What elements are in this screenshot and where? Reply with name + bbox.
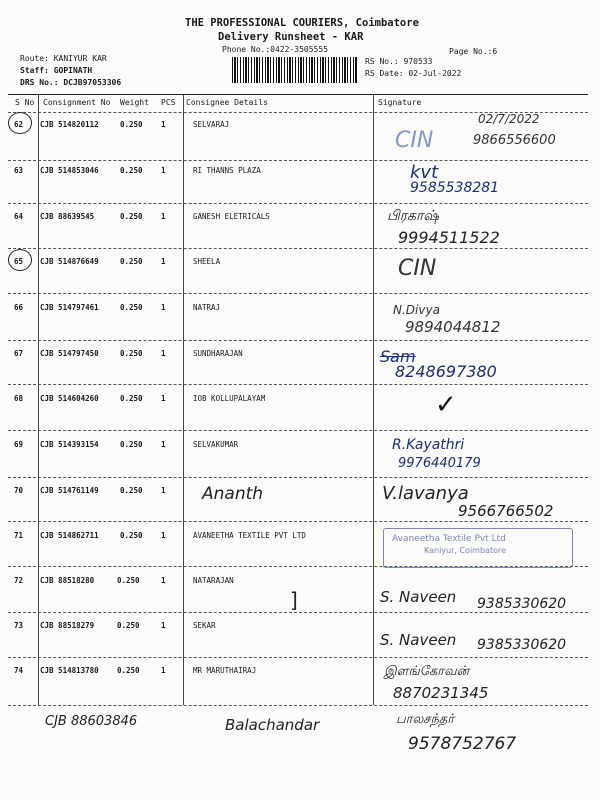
row-consignee: SUNDHARAJAN — [193, 349, 243, 358]
row-weight: 0.250 — [117, 666, 140, 675]
row-divider — [8, 248, 588, 249]
footer-consignment: CJB 88603846 — [45, 714, 138, 729]
row-pcs: 1 — [161, 349, 166, 358]
col-divider — [373, 95, 374, 705]
row-consignee: SELVARAJ — [193, 120, 230, 129]
row-signature: ✓ — [435, 390, 457, 420]
row-weight: 0.250 — [120, 303, 143, 312]
circle-mark — [8, 112, 32, 134]
row-signature: V.lavanya — [382, 483, 469, 504]
runsheet-subtitle: Delivery Runsheet - KAR — [218, 31, 364, 43]
col-signature: Signature — [378, 98, 422, 107]
row-weight: 0.250 — [120, 440, 143, 449]
row-consignee: SHEELA — [193, 257, 221, 266]
row-phone: 8870231345 — [393, 684, 489, 702]
row-consignee: NATARAJAN — [193, 576, 234, 585]
company-title: THE PROFESSIONAL COURIERS, Coimbatore — [185, 17, 419, 29]
row-sno: 66 — [14, 303, 24, 312]
footer-name: Balachandar — [225, 716, 320, 734]
row-consignment: CJB 514820112 — [40, 120, 99, 129]
col-consignment: Consignment No — [43, 98, 111, 107]
rs-number: RS No.: 970533 — [365, 57, 433, 66]
phone-number: Phone No.:0422-3505555 — [222, 45, 328, 54]
row-date-note: 02/7/2022 — [478, 112, 540, 126]
row-phone: 9866556600 — [473, 133, 556, 148]
row-pcs: 1 — [161, 440, 166, 449]
drs-number: DRS No.: DCJB97053306 — [20, 78, 122, 87]
col-weight: Weight — [120, 98, 149, 107]
row-pcs: 1 — [161, 531, 166, 540]
col-divider — [38, 95, 39, 705]
row-consignee: MR MARUTHAIRAJ — [193, 666, 257, 675]
staff-label: Staff: GOPINATH — [20, 66, 93, 75]
company-stamp — [383, 528, 573, 568]
row-divider — [8, 566, 588, 567]
row-pcs: 1 — [161, 666, 166, 675]
row-pcs: 1 — [161, 303, 166, 312]
col-pcs: PCS — [161, 98, 176, 107]
row-sno: 73 — [14, 621, 24, 630]
row-consignee: AVANEETHA TEXTILE PVT LTD — [193, 531, 306, 540]
row-weight: 0.250 — [120, 349, 143, 358]
stamp-line1: Avaneetha Textile Pvt Ltd — [392, 534, 506, 544]
stamp-line2: Kaniyur, Coimbatore — [424, 546, 507, 555]
barcode-image — [232, 57, 357, 83]
row-weight: 0.250 — [117, 576, 140, 585]
row-signature: இளங்கோவன் — [384, 664, 470, 679]
footer-phone: 9578752767 — [408, 734, 517, 754]
row-divider — [8, 521, 588, 522]
row-weight: 0.250 — [120, 212, 143, 221]
rs-date: RS Date: 02-Jul-2022 — [365, 69, 462, 78]
row-weight: 0.250 — [120, 531, 143, 540]
table-top-rule — [8, 94, 588, 95]
row-consignment: CJB 88518279 — [40, 621, 95, 630]
row-consignment: CJB 514853046 — [40, 166, 99, 175]
row-consignee: NATRAJ — [193, 303, 221, 312]
row-sno: 71 — [14, 531, 24, 540]
row-phone: 9976440179 — [398, 456, 481, 471]
row-pcs: 1 — [161, 394, 166, 403]
row-weight: 0.250 — [120, 120, 143, 129]
row-signature: CIN — [398, 256, 437, 281]
row-signature: R.Kayathri — [392, 437, 465, 453]
row-consignee: SELVAKUMAR — [193, 440, 239, 449]
row-consignment: CJB 514604260 — [40, 394, 99, 403]
row-consignment: CJB 514876649 — [40, 257, 99, 266]
col-sno: S No — [15, 98, 35, 107]
row-signature: Sam — [380, 347, 416, 366]
row-signature: S. Naveen — [380, 631, 457, 649]
row-consignee: RI THANNS PLAZA — [193, 166, 261, 175]
row-divider — [8, 477, 588, 478]
row-consignment: CJB 514797461 — [40, 303, 99, 312]
row-phone: 9385330620 — [477, 637, 567, 653]
row-sno: 70 — [14, 486, 24, 495]
row-divider — [8, 340, 588, 341]
row-phone: 9585538281 — [410, 180, 500, 196]
circle-mark — [8, 249, 32, 271]
row-sno: 67 — [14, 349, 24, 358]
row-sno: 68 — [14, 394, 24, 403]
row-pcs: 1 — [161, 212, 166, 221]
row-weight: 0.250 — [120, 257, 143, 266]
row-weight: 0.250 — [117, 621, 140, 630]
row-consignment: CJB 514761149 — [40, 486, 99, 495]
row-consignee: GANESH ELETRICALS — [193, 212, 270, 221]
row-phone: 8248697380 — [395, 362, 497, 381]
row-sno: 74 — [14, 666, 24, 675]
row-sno: 65 — [14, 257, 24, 266]
row-sno: 62 — [14, 120, 24, 129]
page-number: Page No.:6 — [449, 47, 498, 56]
row-sno: 72 — [14, 576, 24, 585]
row-consignment: CJB 88518280 — [40, 576, 95, 585]
row-pcs: 1 — [161, 576, 166, 585]
row-consignment: CJB 514393154 — [40, 440, 99, 449]
row-pcs: 1 — [161, 486, 166, 495]
row-signature: kvt — [410, 162, 439, 183]
row-divider — [8, 430, 588, 431]
row-divider — [8, 384, 588, 385]
row-consignee: SEKAR — [193, 621, 216, 630]
row-pcs: 1 — [161, 166, 166, 175]
row-signature: CIN — [395, 128, 434, 153]
row-consignment: CJB 514862711 — [40, 531, 99, 540]
row-divider — [8, 203, 588, 204]
row-phone: 9385330620 — [477, 596, 567, 612]
row-divider — [8, 657, 588, 658]
footer-signature: பாலசந்தர் — [396, 712, 455, 727]
row-signature: S. Naveen — [380, 588, 457, 606]
row-consignment: CJB 514813780 — [40, 666, 99, 675]
row-sno: 69 — [14, 440, 24, 449]
row-weight: 0.250 — [120, 486, 143, 495]
row-sno: 64 — [14, 212, 24, 221]
row-weight: 0.250 — [120, 166, 143, 175]
row-sno: 63 — [14, 166, 24, 175]
row-divider — [8, 612, 588, 613]
row-weight: 0.250 — [120, 394, 143, 403]
row-consignment: CJB 88639545 — [40, 212, 95, 221]
table-bottom-rule — [8, 705, 588, 706]
row-handwritten-note: Ananth — [202, 484, 264, 504]
row-divider — [8, 293, 588, 294]
row-signature: பிரகாஷ் — [387, 208, 439, 224]
row-phone: 9566766502 — [458, 502, 554, 520]
row-pcs: 1 — [161, 257, 166, 266]
row-pcs: 1 — [161, 120, 166, 129]
row-consignee: IOB KOLLUPALAYAM — [193, 394, 266, 403]
row-divider — [8, 160, 588, 161]
row-phone: 9994511522 — [398, 228, 500, 247]
bracket-mark: ] — [290, 588, 298, 612]
col-consignee: Consignee Details — [186, 98, 268, 107]
route-label: Route: KANIYUR KAR — [20, 54, 107, 63]
row-pcs: 1 — [161, 621, 166, 630]
row-phone: 9894044812 — [405, 318, 501, 336]
row-consignment: CJB 514797450 — [40, 349, 99, 358]
row-signature: N.Divya — [393, 303, 440, 317]
col-divider — [183, 95, 184, 705]
